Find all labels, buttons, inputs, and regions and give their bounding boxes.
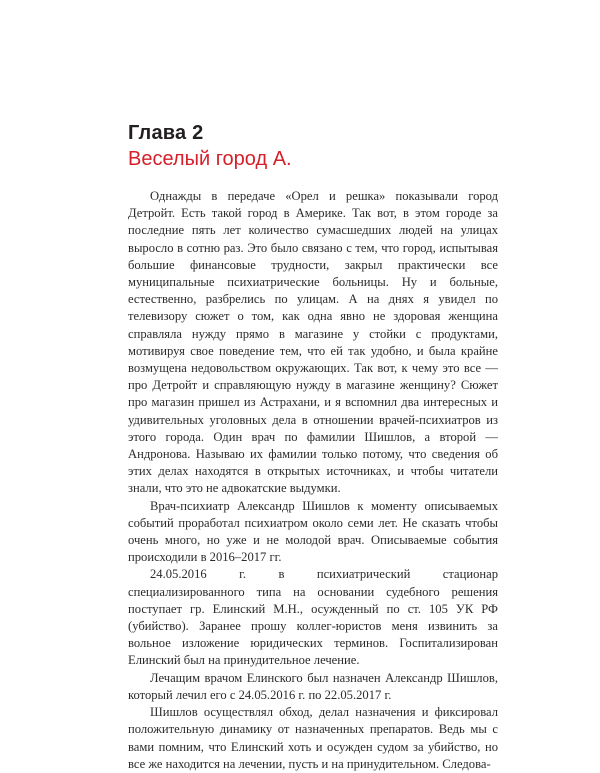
- paragraph: Врач-психиатр Александр Шишлов к моменту описываемых событий проработал психиатром около семи лет. Не сказать чтобы очень много, но уже и не молодой врач. Описываемые события происходили в 2016–2017 гг.: [128, 498, 498, 565]
- paragraph: Шишлов осуществлял обход, делал назначения и фиксировал положительную динамику от назначенных препаратов. Ведь мы с вами помним, что Елинский хоть и осужден судом за убийство, но все же находится на лечении, пусть и на принудительном. Следова-: [128, 705, 498, 771]
- paragraph: Однажды в передаче «Орел и решка» показывали город Детройт. Есть такой город в Америке. Так вот, в этом городе за последние пять лет количество сумасшедших людей на улицах выросло в сотню раз. Это было связано с тем, что город, испытывая большие финансовые трудности, закрыл практически все муниципальные психиатрические больницы. Ну и больные, естественно, разбрелись по улицам. А на днях я увидел по телевизору сюжет о том, как одна явно не здоровая женщина справляла нужду прямо в магазине у стойки с продуктами, мотивируя свое поведение тем, что ей так удобно, и была крайне возмущена недовольством окружающих. Так вот, к чему это все — про Детройт и справляющую нужду в магазине женщину? Сюжет про магазин пришел из Астрахани, и я вспомнил два интересных и удивительных уголовных дела в отношении врачей-психиатров из этого города. Один врач по фамилии Шишлов, а второй — Андронова. Называю их фамилии только потому, что сведения об этих делах находятся в открытых источниках, и чтобы читатели знали, что это не адвокатские выдумки.: [128, 189, 498, 496]
- chapter-title: Веселый город А.: [128, 148, 292, 170]
- chapter-body: [128, 188, 498, 773]
- paragraph: 24.05.2016 г. в психиатрический стационар специализированного типа на основании судебного решения поступает гр. Елинский М.Н., осужденный по ст. 105 УК РФ (убийство). Заранее прошу коллег-юристов меня извинить за вольное изложение юридических терминов. Госпитализирован Елинский был на принудительное лечение.: [128, 567, 498, 668]
- paragraph: Лечащим врачом Елинского был назначен Александр Шишлов, который лечил его с 24.05.2016 г. по 22.05.2017 г.: [128, 670, 498, 702]
- chapter-number: Глава 2: [128, 122, 204, 144]
